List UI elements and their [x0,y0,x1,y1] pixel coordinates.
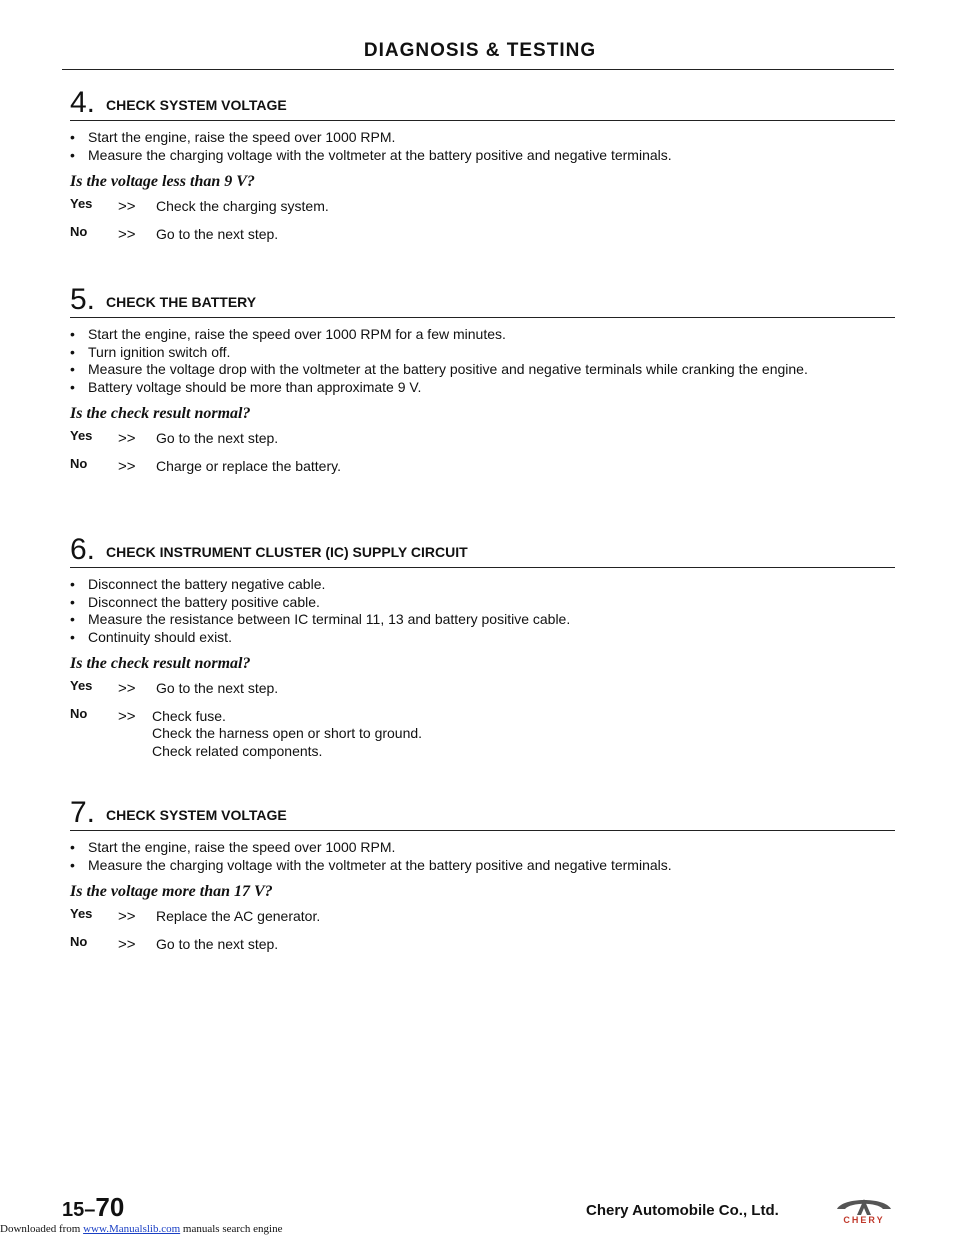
answer-arrow: >> [118,198,136,215]
bullet-item: • Measure the voltage drop with the voltmeter at the battery positive and negative terminals while cranking the engine. [70,361,808,377]
answer-arrow: >> [118,707,136,725]
company-name: Chery Automobile Co., Ltd. [586,1202,779,1219]
step-bullet-list [70,576,895,646]
answer-arrow: >> [118,908,136,925]
answer-text: Check related components. [152,742,323,759]
answer-text: Go to the next step. [156,680,279,696]
bullet-item: • Turn ignition switch off. [70,343,231,360]
step-divider [70,120,895,121]
answer-yes [70,680,895,698]
step-question: Is the voltage less than 9 V? [70,173,255,190]
step-5 [70,285,895,475]
answer-yes [70,430,895,448]
step-number: 6. [70,533,96,566]
answer-text: Check fuse. [152,707,226,724]
bullet-item: • Measure the charging voltage with the voltmeter at the battery positive and negative terminals. [70,856,672,873]
svg-text:CHERY: CHERY [843,1215,885,1225]
answer-no [70,705,895,761]
manualslib-link[interactable]: www.Manualslib.com [83,1223,181,1235]
step-divider [70,317,895,318]
step-bullet-list [70,839,895,874]
answer-no [70,223,895,244]
step-divider [70,830,895,831]
bullet-item: • Start the engine, raise the speed over 1000 RPM for a few minutes. [70,326,506,342]
answer-arrow: >> [118,225,136,243]
answer-text: Go to the next step. [156,225,279,242]
answer-text: Check the harness open or short to ground. [152,725,423,741]
answer-text: Replace the AC generator. [156,908,321,924]
step-6 [70,535,895,760]
step-title: CHECK SYSTEM VOLTAGE [106,807,287,823]
answer-yes [70,198,895,216]
step-4 [70,88,895,243]
step-title: CHECK THE BATTERY [106,294,257,310]
answer-key: No [70,455,88,471]
step-7 [70,798,895,953]
download-source-bar: Downloaded from www.Manualslib.com manuals search engine [0,1223,283,1235]
answer-text: Go to the next step. [156,430,279,446]
step-question: Is the check result normal? [70,405,251,422]
answer-key: No [70,223,88,239]
bullet-item: • Measure the charging voltage with the voltmeter at the battery positive and negative terminals. [70,146,672,163]
answer-key: Yes [70,428,93,443]
step-question: Is the check result normal? [70,655,251,672]
answer-key: No [70,705,88,721]
bullet-item: • Battery voltage should be more than approximate 9 V. [70,378,422,395]
answer-arrow: >> [118,680,136,697]
step-question: Is the voltage more than 17 V? [70,883,273,900]
answer-key: Yes [70,196,93,211]
answer-text: Charge or replace the battery. [156,457,341,474]
bullet-item: • Disconnect the battery positive cable. [70,593,320,610]
answer-text: Go to the next step. [156,935,279,952]
bullet-item: • Measure the resistance between IC terminal 11, 13 and battery positive cable. [70,611,571,627]
answer-text: Check the charging system. [156,198,329,214]
answer-arrow: >> [118,430,136,447]
step-bullet-list [70,129,895,164]
step-title: CHECK INSTRUMENT CLUSTER (IC) SUPPLY CIRCUIT [106,544,468,560]
page-header-title: DIAGNOSIS & TESTING [363,40,597,61]
answer-no [70,933,895,954]
step-divider [70,567,895,568]
bullet-item: • Start the engine, raise the speed over 1000 RPM. [70,839,396,855]
bullet-item: • Continuity should exist. [70,628,232,645]
answer-key: Yes [70,906,93,921]
answer-no [70,455,895,476]
step-bullet-list [70,326,895,396]
answer-key: No [70,933,88,949]
header-divider [62,69,894,70]
chery-logo-icon [833,1195,895,1225]
step-number: 5. [70,283,96,316]
answer-yes [70,908,895,926]
step-number: 4. [70,86,96,119]
bullet-item: • Disconnect the battery negative cable. [70,576,326,592]
step-number: 7. [70,796,96,829]
answer-key: Yes [70,678,93,693]
step-title: CHECK SYSTEM VOLTAGE [106,97,287,113]
page-number: 15–70 [62,1192,125,1222]
answer-arrow: >> [118,457,136,475]
answer-arrow: >> [118,935,136,953]
bullet-item: • Start the engine, raise the speed over 1000 RPM. [70,129,396,145]
